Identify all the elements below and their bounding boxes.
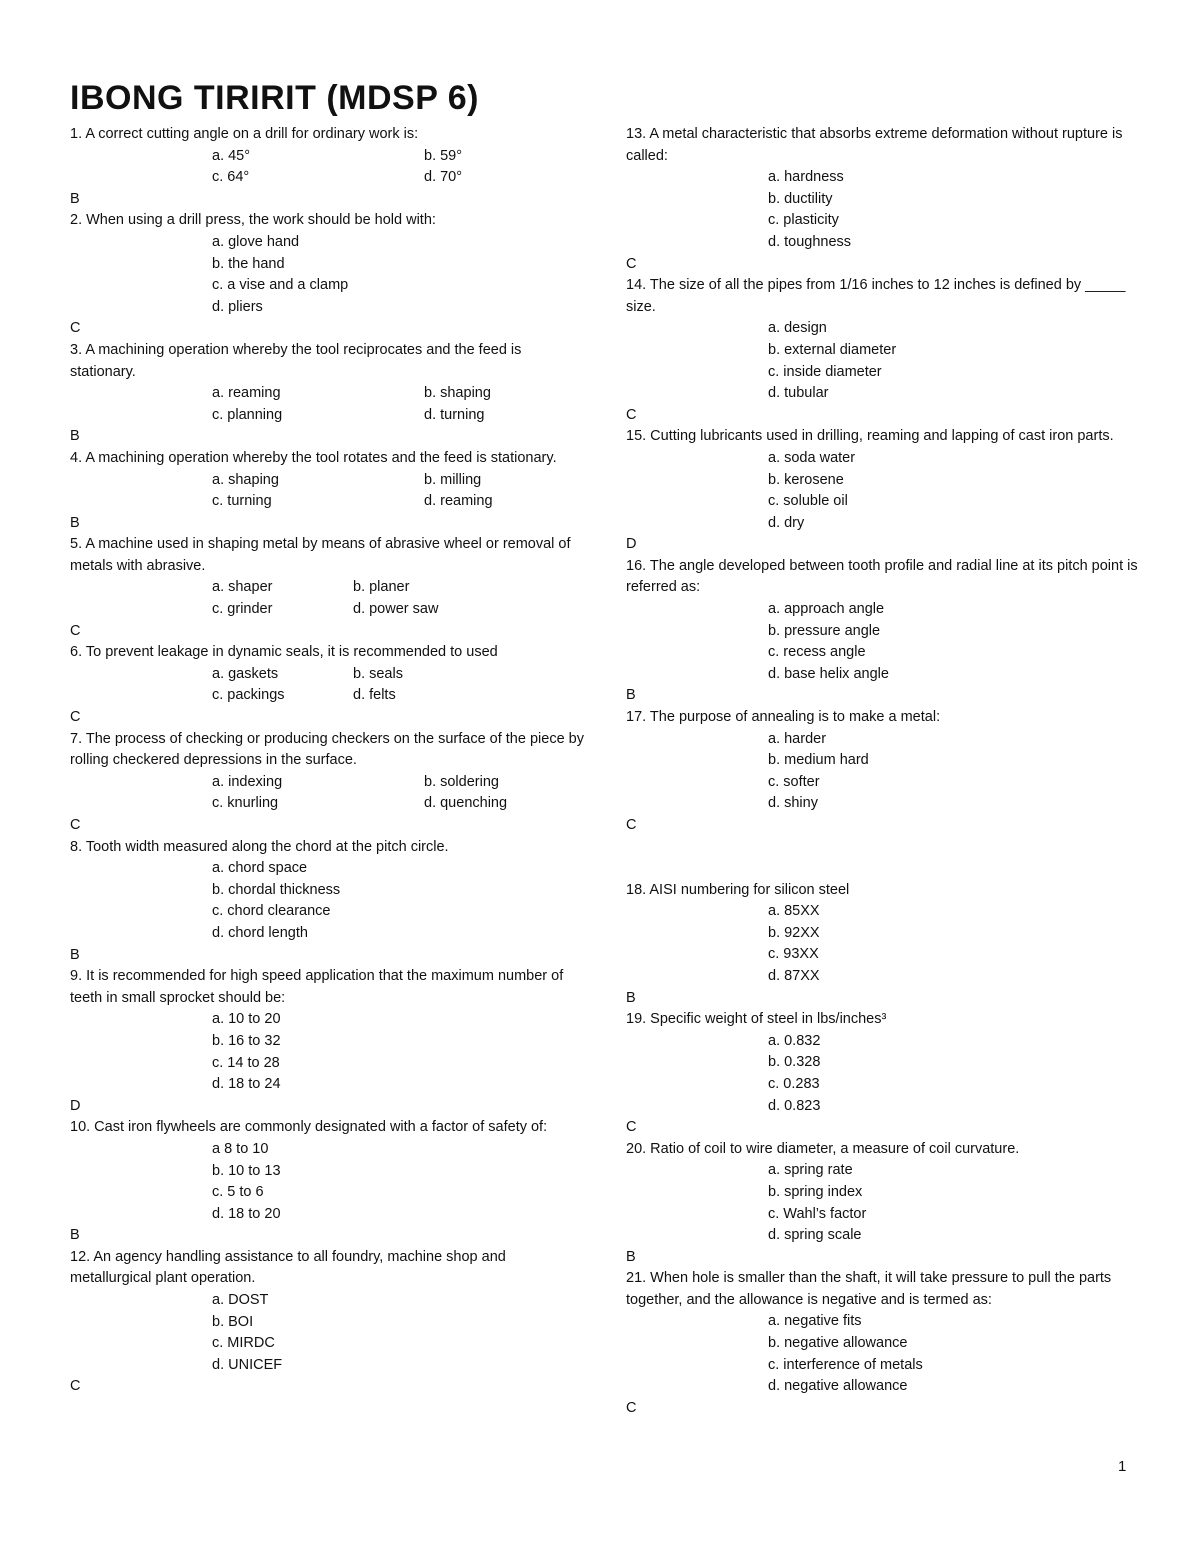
option-row [70,923,590,945]
answer-option: b. 0.328 [768,1054,821,1071]
option-row [626,664,1156,686]
option-row [70,1031,590,1053]
question-block [626,1139,1156,1269]
question-block [70,210,590,340]
question-block [626,880,1156,1010]
answer-option: b. external diameter [768,341,897,358]
option-row [626,1182,1156,1204]
answer-option: b. soldering [424,773,499,790]
option-row [70,772,590,794]
answer-option: c. 5 to 6 [212,1184,264,1201]
answer-option: c. turning [212,493,272,510]
option-row [626,318,1156,340]
answer-option: a. 0.832 [768,1032,821,1049]
option-row [626,1160,1156,1182]
option-row [626,1355,1156,1377]
option-row [70,1355,590,1377]
answer-option: b. 16 to 32 [212,1032,281,1049]
question-text: 18. AISI numbering for silicon steel [626,881,850,898]
answer-option: b. the hand [212,255,285,272]
option-row [70,901,590,923]
option-row [626,232,1156,254]
question-block [70,729,590,837]
answer-option: d. chord length [212,924,308,941]
option-row [70,146,590,168]
question-block [70,1247,590,1398]
option-row [70,275,590,297]
answer-option: a. spring rate [768,1162,853,1179]
question-text: 1. A correct cutting angle on a drill for ordinary work is: [70,126,419,142]
option-row [70,167,590,189]
option-row [70,297,590,319]
option-row [70,232,590,254]
answer-option: b. medium hard [768,752,869,769]
option-row [70,793,590,815]
question-block [70,642,590,728]
option-row [626,448,1156,470]
question-block [70,340,590,448]
option-row [626,491,1156,513]
option-row [70,1182,590,1204]
answer-key: C [626,817,637,833]
option-row [70,254,590,276]
left-column [70,124,590,1398]
option-row [626,1052,1156,1074]
option-row [70,685,590,707]
option-row [70,1139,590,1161]
answer-option: b. seals [353,665,403,682]
question-block [70,124,590,210]
option-row [626,599,1156,621]
option-row [626,470,1156,492]
answer-option: b. chordal thickness [212,881,341,898]
answer-key: D [626,536,637,553]
option-row [626,772,1156,794]
question-text: 21. When hole is smaller than the shaft, it will take pressure to pull the parts together, and the allowance is negative and is termed as: [626,1270,1112,1308]
answer-option: b. shaping [424,385,491,402]
option-row [626,1096,1156,1118]
answer-option: c. soluble oil [768,493,848,510]
option-row [626,750,1156,772]
answer-key: C [626,255,637,272]
option-row [626,1376,1156,1398]
answer-option: b. ductility [768,190,833,207]
answer-key: C [626,406,637,423]
answer-key: C [70,320,81,337]
answer-option: b. kerosene [768,471,844,488]
answer-option: b. BOI [212,1313,254,1330]
answer-option: c. knurling [212,795,279,812]
answer-option: a. indexing [212,773,283,790]
answer-option: b. 59° [424,147,463,164]
option-row [70,1333,590,1355]
answer-option: d. 18 to 20 [212,1205,281,1222]
option-row [70,383,590,405]
question-block [626,426,1156,556]
answer-option: a 8 to 10 [212,1140,269,1157]
option-row [626,340,1156,362]
option-row [626,1074,1156,1096]
option-row [70,491,590,513]
question-text: 4. A machining operation whereby the tool rotates and the feed is stationary. [70,449,557,466]
right-column [626,124,1156,1419]
question-block [70,837,590,967]
answer-key: C [70,817,81,833]
option-row [70,577,590,599]
option-row [626,1311,1156,1333]
question-text: 2. When using a drill press, the work should be hold with: [70,212,436,229]
option-row [626,966,1156,988]
answer-option: c. 14 to 28 [212,1054,280,1071]
option-row [70,405,590,427]
option-row [70,1204,590,1226]
answer-key: B [70,1227,80,1244]
option-row [626,944,1156,966]
answer-key: B [626,687,636,704]
page-number: 1 [1118,1458,1127,1475]
answer-key: B [70,514,80,531]
question-text: 14. The size of all the pipes from 1/16 inches to 12 inches is defined by _____ size. [626,277,1126,315]
answer-option: d. toughness [768,233,852,250]
option-row [70,880,590,902]
question-text: 3. A machining operation whereby the tool reciprocates and the feed is stationary. [70,341,522,380]
question-text: 16. The angle developed between tooth profile and radial line at its pitch point is referred as: [626,557,1138,596]
answer-option: b. 92XX [768,924,820,941]
option-row [70,1161,590,1183]
answer-option: d. 0.823 [768,1097,821,1114]
option-row [70,1009,590,1031]
answer-option: d. felts [353,687,396,704]
answer-option: d. turning [424,406,485,423]
option-row [70,664,590,686]
question-text: 15. Cutting lubricants used in drilling, reaming and lapping of cast iron parts. [626,428,1114,445]
answer-option: a. chord space [212,860,308,877]
answer-option: c. packings [212,687,285,704]
option-row [626,901,1156,923]
answer-option: c. inside diameter [768,363,882,380]
answer-key: D [70,1097,81,1114]
option-row [70,1312,590,1334]
question-block [626,1268,1156,1419]
question-text: 10. Cast iron flywheels are commonly designated with a factor of safety of: [70,1119,548,1136]
answer-option: a. glove hand [212,233,300,250]
option-row [626,793,1156,815]
question-text: 5. A machine used in shaping metal by means of abrasive wheel or removal of metals with abrasive. [70,536,571,574]
option-row [626,362,1156,384]
answer-option: a. 45° [212,147,251,164]
answer-option: b. 10 to 13 [212,1162,281,1179]
option-row [70,1290,590,1312]
answer-option: c. a vise and a clamp [212,277,349,294]
question-text: 13. A metal characteristic that absorbs extreme deformation without rupture is called: [626,126,1123,164]
option-row [626,383,1156,405]
answer-option: c. interference of metals [768,1356,923,1373]
answer-option: b. negative allowance [768,1335,908,1352]
answer-option: c. 64° [212,169,250,186]
option-row [70,599,590,621]
option-row [626,1204,1156,1226]
answer-option: a. design [768,320,827,337]
option-row [626,1225,1156,1247]
answer-option: c. recess angle [768,644,866,661]
answer-option: a. 85XX [768,903,820,920]
question-block [626,707,1156,880]
answer-option: d. 18 to 24 [212,1076,281,1093]
answer-option: a. 10 to 20 [212,1011,281,1028]
answer-option: c. MIRDC [212,1335,275,1352]
answer-option: b. milling [424,471,482,488]
question-block [70,534,590,642]
option-row [626,189,1156,211]
document-title: IBONG TIRIRIT (MDSP 6) [70,79,479,117]
answer-key: B [70,946,80,963]
answer-option: d. tubular [768,385,829,402]
answer-option: a. gaskets [212,665,279,682]
option-row [70,1074,590,1096]
answer-option: d. 70° [424,169,463,186]
option-row [626,923,1156,945]
option-row [626,642,1156,664]
option-row [626,210,1156,232]
answer-option: d. UNICEF [212,1356,283,1373]
question-text: 20. Ratio of coil to wire diameter, a measure of coil curvature. [626,1140,1020,1157]
question-text: 17. The purpose of annealing is to make a metal: [626,709,941,726]
question-block [626,124,1156,275]
answer-option: d. reaming [424,493,493,510]
answer-option: d. shiny [768,795,818,812]
answer-option: c. Wahl’s factor [768,1205,867,1222]
option-row [626,1031,1156,1053]
question-block [70,1117,590,1247]
answer-option: b. pressure angle [768,622,881,639]
answer-option: a. approach angle [768,601,885,618]
answer-option: a. harder [768,730,827,747]
question-text: 8. Tooth width measured along the chord at the pitch circle. [70,838,449,855]
answer-option: d. 87XX [768,967,820,984]
answer-option: d. pliers [212,298,263,315]
answer-option: a. shaper [212,579,273,596]
question-block [70,966,590,1117]
answer-option: d. quenching [424,795,508,812]
answer-key: C [70,622,81,639]
answer-option: a. negative fits [768,1313,862,1330]
answer-option: a. DOST [212,1292,269,1309]
question-block [626,556,1156,707]
answer-option: d. base helix angle [768,665,889,682]
answer-option: c. grinder [212,601,273,618]
answer-key: C [70,709,81,726]
answer-option: b. planer [353,579,410,596]
option-row [626,729,1156,751]
question-block [626,275,1156,426]
answer-option: d. dry [768,514,805,531]
answer-option: c. chord clearance [212,903,331,920]
answer-option: a. hardness [768,169,844,186]
question-block [626,1009,1156,1139]
answer-option: b. spring index [768,1183,863,1200]
answer-option: d. spring scale [768,1227,862,1244]
option-row [70,470,590,492]
option-row [626,167,1156,189]
answer-key: C [70,1378,81,1395]
answer-key: B [626,989,636,1006]
answer-option: d. power saw [353,601,439,618]
question-text: 12. An agency handling assistance to all foundry, machine shop and metallurgical plant operation. [70,1248,506,1287]
answer-key: C [626,1119,637,1136]
answer-option: c. 0.283 [768,1075,820,1092]
answer-key: B [70,190,80,207]
question-text: 19. Specific weight of steel in lbs/inches³ [626,1011,887,1028]
question-text: 7. The process of checking or producing checkers on the surface of the piece by rolling checkered depressions in the surface. [70,730,584,769]
option-row [70,1053,590,1075]
answer-key: C [626,1399,637,1416]
option-row [626,513,1156,535]
answer-option: c. 93XX [768,946,819,963]
answer-option: a. soda water [768,449,856,466]
answer-option: c. plasticity [768,212,839,229]
option-row [626,621,1156,643]
option-row [70,858,590,880]
answer-option: a. reaming [212,385,281,402]
question-text: 6. To prevent leakage in dynamic seals, it is recommended to used [70,644,498,661]
question-text: 9. It is recommended for high speed application that the maximum number of teeth in small sprocket should be: [70,968,564,1006]
option-row [626,1333,1156,1355]
answer-option: a. shaping [212,471,279,488]
answer-key: B [70,428,80,445]
answer-option: d. negative allowance [768,1378,908,1395]
question-block [70,448,590,534]
answer-option: c. planning [212,406,283,423]
answer-key: B [626,1248,636,1265]
answer-option: c. softer [768,773,820,790]
